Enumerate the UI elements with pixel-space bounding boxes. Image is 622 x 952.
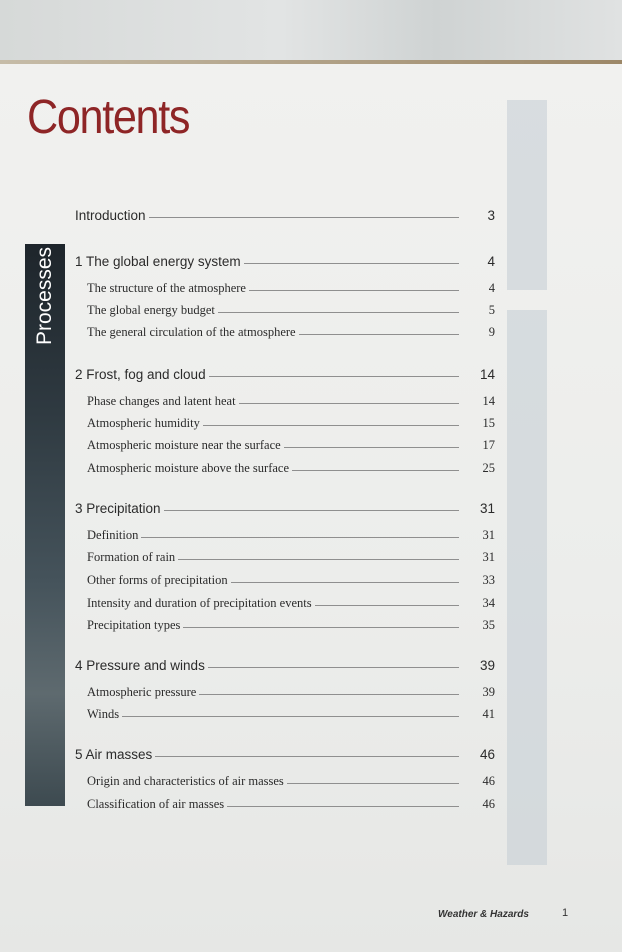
toc-leader-line: [155, 756, 459, 757]
page-title: Contents: [27, 91, 190, 144]
footer-book-title: Weather & Hazards: [438, 909, 529, 920]
footer-page-number: 1: [562, 907, 569, 919]
toc-page-number: 39: [479, 658, 495, 673]
toc-section-entry: [87, 433, 495, 453]
toc-page-number: 46: [482, 797, 495, 811]
toc-entry-title: Origin and characteristics of air masses: [87, 774, 284, 788]
toc-section-entry: [87, 389, 495, 409]
toc-section-entry: [87, 680, 495, 700]
toc-page-number: 15: [482, 416, 495, 430]
toc-leader-line: [149, 217, 459, 218]
toc-page-number: 41: [482, 707, 495, 721]
toc-entry-title: 3 Precipitation: [75, 501, 161, 516]
toc-page-number: 25: [482, 461, 495, 475]
toc-page-number: 39: [482, 685, 495, 699]
toc-chapter-entry: [75, 496, 495, 516]
toc-leader-line: [299, 334, 459, 335]
toc-entry-title: Definition: [87, 528, 139, 542]
toc-section-entry: [87, 702, 495, 722]
toc-leader-line: [199, 694, 459, 695]
toc-page-number: 31: [479, 501, 495, 516]
toc-leader-line: [183, 627, 459, 628]
toc-entry-title: Intensity and duration of precipitation events: [87, 596, 312, 610]
toc-entry-title: 2 Frost, fog and cloud: [75, 367, 206, 382]
toc-section-entry: [87, 568, 495, 588]
toc-entry-title: Atmospheric pressure: [87, 685, 197, 699]
toc-entry-title: Classification of air masses: [87, 797, 225, 811]
toc-page-number: 35: [482, 618, 495, 632]
toc-leader-line: [231, 582, 459, 583]
toc-page-number: 46: [479, 747, 495, 762]
toc-page-number: 31: [482, 528, 495, 542]
toc-leader-line: [203, 425, 459, 426]
toc-section-entry: [87, 276, 495, 296]
toc-entry-title: 5 Air masses: [75, 747, 153, 762]
toc-chapter-entry: [75, 653, 495, 673]
toc-entry-title: Atmospheric moisture near the surface: [87, 438, 281, 452]
toc-leader-line: [208, 667, 459, 668]
toc-chapter-entry: [75, 362, 495, 382]
toc-section-entry: [87, 591, 495, 611]
toc-page-number: 14: [479, 367, 495, 382]
toc-leader-line: [292, 470, 459, 471]
toc-leader-line: [164, 510, 459, 511]
toc-page-number: 4: [487, 254, 495, 269]
toc-entry-title: 1 The global energy system: [75, 254, 241, 269]
toc-section-entry: [87, 411, 495, 431]
toc-leader-line: [141, 537, 459, 538]
toc-entry-title: Winds: [87, 707, 120, 721]
toc-page-number: 34: [482, 596, 495, 610]
toc-page-number: 46: [482, 774, 495, 788]
section-label: Processes: [33, 246, 56, 346]
toc-section-entry: [87, 298, 495, 318]
toc-section-entry: [87, 456, 495, 476]
toc-entry-title: Phase changes and latent heat: [87, 394, 236, 408]
toc-entry-title: Other forms of precipitation: [87, 573, 228, 587]
toc-section-entry: [87, 523, 495, 543]
toc-entry-title: The global energy budget: [87, 303, 215, 317]
toc-leader-line: [287, 783, 459, 784]
toc-page-number: 17: [482, 438, 495, 452]
toc-leader-line: [239, 403, 459, 404]
toc-page-number: 33: [482, 573, 495, 587]
toc-entry-title: The structure of the atmosphere: [87, 281, 246, 295]
toc-section-entry: [87, 613, 495, 633]
toc-leader-line: [218, 312, 459, 313]
toc-entry-title: Atmospheric moisture above the surface: [87, 461, 290, 475]
toc-page-number: 9: [488, 325, 495, 339]
toc-chapter-entry: [75, 249, 495, 269]
toc-leader-line: [244, 263, 459, 264]
toc-section-entry: [87, 545, 495, 565]
toc-entry-title: 4 Pressure and winds: [75, 658, 205, 673]
toc-leader-line: [284, 447, 459, 448]
toc-leader-line: [178, 559, 459, 560]
toc-leader-line: [249, 290, 459, 291]
toc-section-entry: [87, 320, 495, 340]
toc-chapter-entry: [75, 203, 495, 223]
toc-entry-title: Introduction: [75, 208, 146, 223]
toc-leader-line: [227, 806, 459, 807]
toc-leader-line: [122, 716, 459, 717]
toc-entry-title: The general circulation of the atmosphere: [87, 325, 296, 339]
toc-page-number: 31: [482, 550, 495, 564]
toc-entry-title: Atmospheric humidity: [87, 416, 200, 430]
toc-entry-title: Formation of rain: [87, 550, 176, 564]
toc-page-number: 3: [487, 208, 495, 223]
toc-section-entry: [87, 769, 495, 789]
toc-leader-line: [315, 605, 459, 606]
toc-page-number: 4: [488, 281, 495, 295]
toc-page-number: 14: [482, 394, 495, 408]
toc-section-entry: [87, 792, 495, 812]
toc-page-number: 5: [488, 303, 495, 317]
toc-chapter-entry: [75, 742, 495, 762]
toc-leader-line: [209, 376, 459, 377]
toc-entry-title: Precipitation types: [87, 618, 181, 632]
